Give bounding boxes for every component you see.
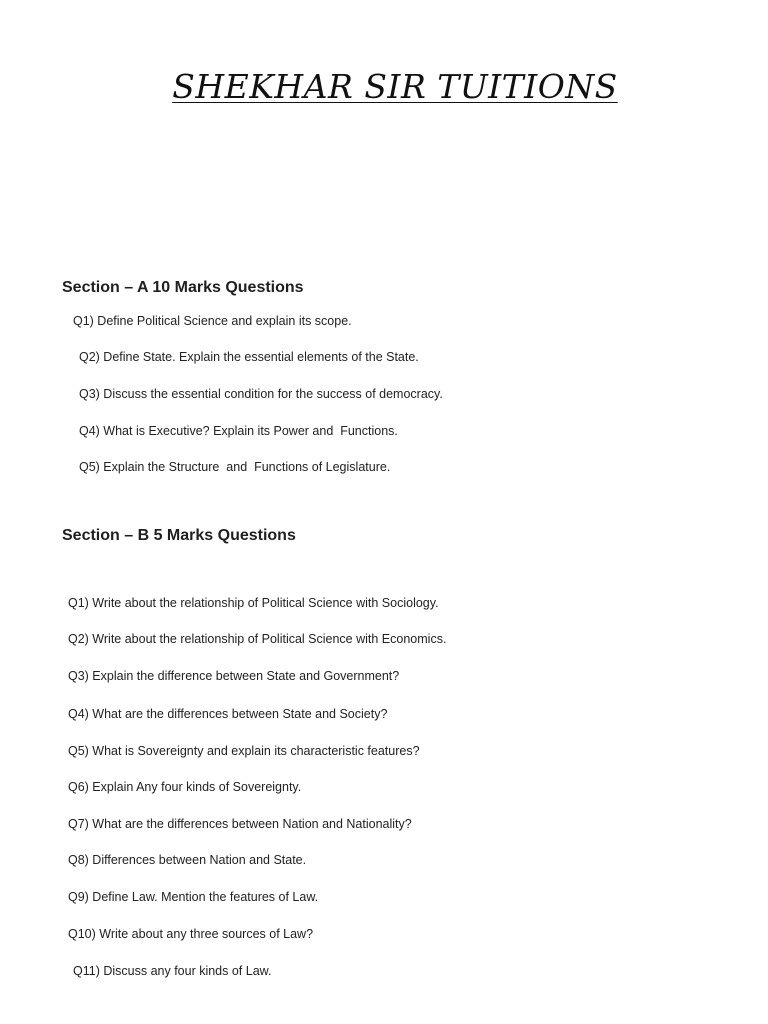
section-a-question-3: Q3) Discuss the essential condition for the success of democracy. bbox=[79, 387, 443, 401]
section-b-question-8: Q8) Differences between Nation and State. bbox=[68, 853, 307, 867]
section-b-question-7: Q7) What are the differences between Nation and Nationality? bbox=[68, 817, 412, 831]
section-a-question-2: Q2) Define State. Explain the essential elements of the State. bbox=[79, 350, 419, 364]
section-b-question-2: Q2) Write about the relationship of Political Science with Economics. bbox=[68, 632, 447, 646]
section-b-question-9: Q9) Define Law. Mention the features of Law. bbox=[68, 890, 319, 904]
section-b-question-4: Q4) What are the differences between State and Society? bbox=[68, 707, 388, 721]
section-b-question-5: Q5) What is Sovereignty and explain its characteristic features? bbox=[68, 744, 420, 758]
section-b-question-11: Q11) Discuss any four kinds of Law. bbox=[73, 964, 272, 978]
section-b-question-6: Q6) Explain Any four kinds of Sovereignty. bbox=[68, 780, 302, 794]
document-title: SHEKHAR SIR TUITIONS bbox=[172, 67, 618, 106]
section-b-question-1: Q1) Write about the relationship of Political Science with Sociology. bbox=[68, 596, 439, 610]
section-a-heading: Section – A 10 Marks Questions bbox=[62, 279, 304, 296]
section-a-question-4: Q4) What is Executive? Explain its Power and Functions. bbox=[79, 424, 398, 438]
section-a-question-1: Q1) Define Political Science and explain its scope. bbox=[73, 314, 352, 328]
section-b-heading: Section – B 5 Marks Questions bbox=[62, 527, 296, 544]
section-b-question-3: Q3) Explain the difference between State and Government? bbox=[68, 669, 400, 683]
section-a-question-5: Q5) Explain the Structure and Functions of Legislature. bbox=[79, 460, 391, 474]
section-b-question-10: Q10) Write about any three sources of Law? bbox=[68, 927, 314, 941]
